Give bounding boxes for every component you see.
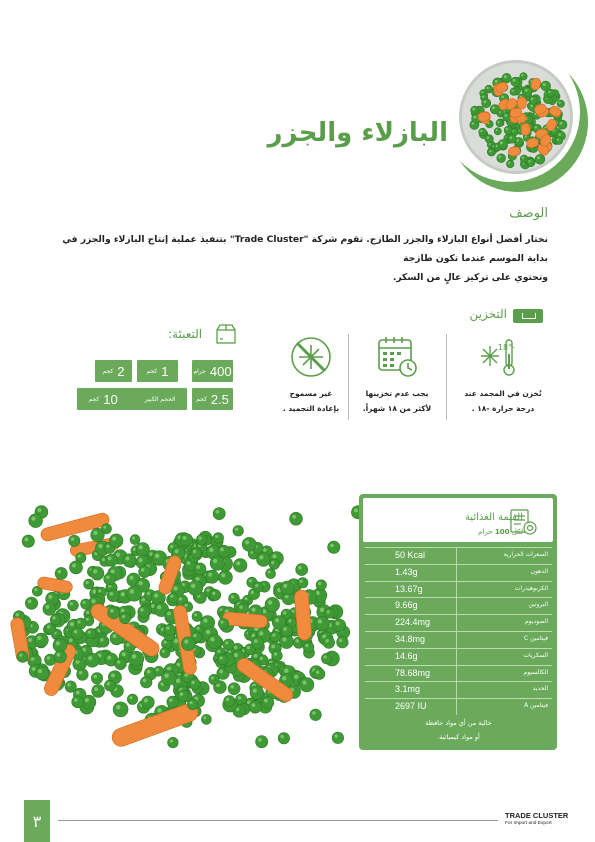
- storage-text-freezer: تُخزن في المجمد عند درجة حرارة -١٨ .: [464, 389, 542, 413]
- nutrition-value: 14.6g: [395, 650, 418, 661]
- pack-option-400g: 400 جرام: [192, 360, 233, 382]
- packaging-heading: التعبئة:: [168, 327, 203, 341]
- nutrition-value: 13.67g: [395, 583, 423, 594]
- nutrition-label: السكريات: [523, 651, 548, 659]
- divider: [446, 334, 447, 420]
- nutrition-title: القيمة الغذائية: [464, 512, 523, 523]
- nutrition-value: 50 Kcal: [395, 550, 426, 560]
- calendar-clock-icon: [372, 334, 422, 380]
- nutrition-value: 78.68mg: [395, 667, 431, 678]
- nutrition-value: 224.4mg: [395, 617, 431, 628]
- pack-option-large-10kg: الحجم الكبير 10 كجم: [77, 388, 187, 410]
- svg-text:-18°: -18°: [497, 343, 515, 352]
- nutrition-row: [365, 581, 552, 597]
- nutrition-row: [365, 547, 552, 563]
- nutrition-row: [365, 665, 552, 681]
- nutrition-label: السعرات الحرارية: [503, 551, 548, 558]
- nutrition-label: الدهون: [530, 567, 548, 575]
- nutrition-value: 9.66g: [395, 600, 418, 611]
- description-text: [48, 230, 548, 287]
- no-refreeze-icon: [286, 334, 336, 380]
- storage-item-duration: [352, 334, 442, 416]
- description-line-2: وتحتوي على تركيز عالٍ من السكر.: [392, 272, 548, 283]
- pack-option-2kg: 2 كجم: [95, 360, 132, 382]
- description-line-1: نختار أفضل أنواع البازلاء والجزر الطازج. تقوم شركة "Trade Cluster" بتنفيذ عملية إنتاج البازلاء والجزر في بداية الموسم عندما تكون طازجة: [62, 234, 548, 264]
- nutrition-row: [365, 631, 552, 647]
- nutrition-row: [365, 564, 552, 580]
- freezer-temperature-icon: [478, 334, 528, 380]
- nutrition-subtitle: لكل 100 جرام: [478, 528, 523, 536]
- nutrition-value: 1.43g: [395, 566, 418, 577]
- box-icon: [214, 323, 238, 345]
- page-number: ٣: [24, 800, 50, 842]
- brand-name: TRADE CLUSTER: [505, 811, 569, 820]
- nutrition-label: فيتامين C: [523, 635, 548, 642]
- nutrition-row: [365, 681, 552, 697]
- nutrition-value: 3.1mg: [395, 684, 421, 695]
- nutrition-row: [365, 698, 552, 714]
- nutrition-label: الكربوهيدرات: [514, 584, 548, 592]
- peas-and-carrots-image: [0, 490, 370, 760]
- storage-text-refreeze: غير مسموح بإعادة التجميد .: [282, 389, 340, 413]
- pack-option-1kg: 1 كجم: [137, 360, 178, 382]
- footer-divider: [58, 820, 498, 821]
- pack-option-2-5kg: 2.5 كجم: [192, 388, 233, 410]
- storage-tag-icon: [513, 309, 543, 323]
- storage-text-duration: يجب عدم تخزينها لأكثر من ١٨ شهراً.: [362, 389, 432, 413]
- storage-item-freezer: [458, 334, 548, 416]
- nutrition-row: [365, 614, 552, 630]
- storage-item-refreeze: [266, 334, 356, 416]
- nutrition-row: [365, 597, 552, 613]
- nutrition-value: 2697 IU: [395, 701, 427, 712]
- description-heading: الوصف: [509, 206, 548, 221]
- nutrition-value: 34.8mg: [395, 634, 426, 644]
- nutrition-label: الصوديوم: [525, 618, 548, 626]
- nutrition-note: خالية من أي مواد حافظة أو مواد كيميائية.: [425, 719, 492, 741]
- nutrition-label: الحديد: [532, 685, 548, 693]
- nutrition-label: الكالسيوم: [523, 668, 548, 676]
- page-title: البازلاء والجزر: [267, 118, 448, 148]
- peas-carrots-plate-image: [459, 60, 573, 174]
- brand-tagline: For Import and Export: [505, 821, 552, 826]
- nutrition-label: البروتين: [528, 601, 548, 609]
- nutrition-row: [365, 648, 552, 664]
- nutrition-label: فيتامين A: [524, 702, 548, 710]
- storage-heading: التخزين: [469, 307, 507, 321]
